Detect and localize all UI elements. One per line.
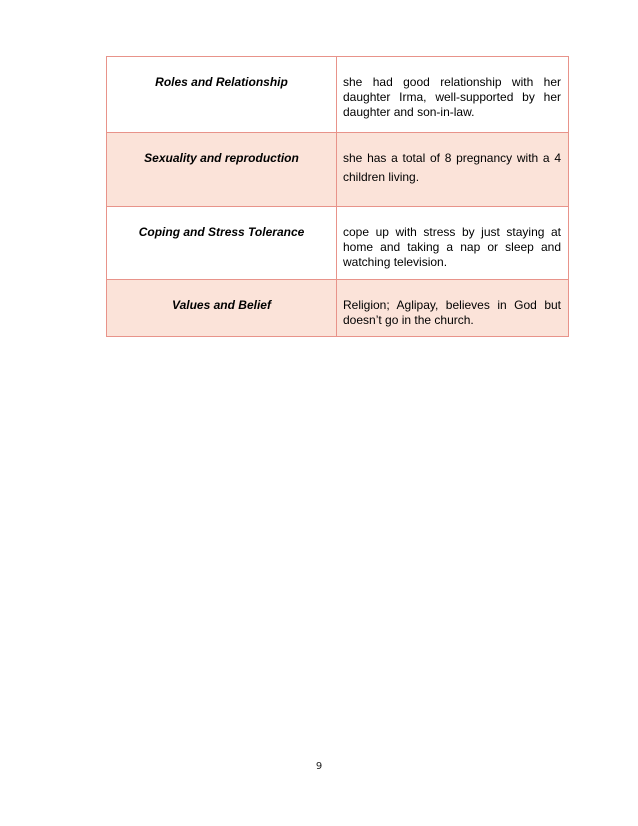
category-cell bbox=[107, 280, 337, 337]
description-text: she has a total of 8 pregnancy with a 4 children living. bbox=[343, 151, 561, 184]
assessment-table bbox=[106, 56, 569, 337]
category-cell bbox=[107, 207, 337, 280]
description-cell bbox=[337, 207, 569, 280]
table-row bbox=[107, 280, 569, 337]
category-cell bbox=[107, 57, 337, 133]
description-text: Religion; Aglipay, believes in God but doesn’t go in the church. bbox=[343, 298, 561, 327]
table-row bbox=[107, 207, 569, 280]
description-cell bbox=[337, 280, 569, 337]
description-text: cope up with stress by just staying at home and taking a nap or sleep and watching television. bbox=[343, 225, 561, 269]
description-text: she had good relationship with her daughter Irma, well-supported by her daughter and son-in-law. bbox=[343, 75, 561, 119]
category-label: Roles and Relationship bbox=[155, 75, 288, 89]
table-row bbox=[107, 133, 569, 207]
category-cell bbox=[107, 133, 337, 207]
table-row bbox=[107, 57, 569, 133]
category-label: Sexuality and reproduction bbox=[144, 151, 299, 165]
category-label: Coping and Stress Tolerance bbox=[138, 225, 305, 239]
category-label: Values and Belief bbox=[172, 298, 271, 312]
description-cell bbox=[337, 133, 569, 207]
description-cell bbox=[337, 57, 569, 133]
page-number: 9 bbox=[315, 761, 323, 772]
